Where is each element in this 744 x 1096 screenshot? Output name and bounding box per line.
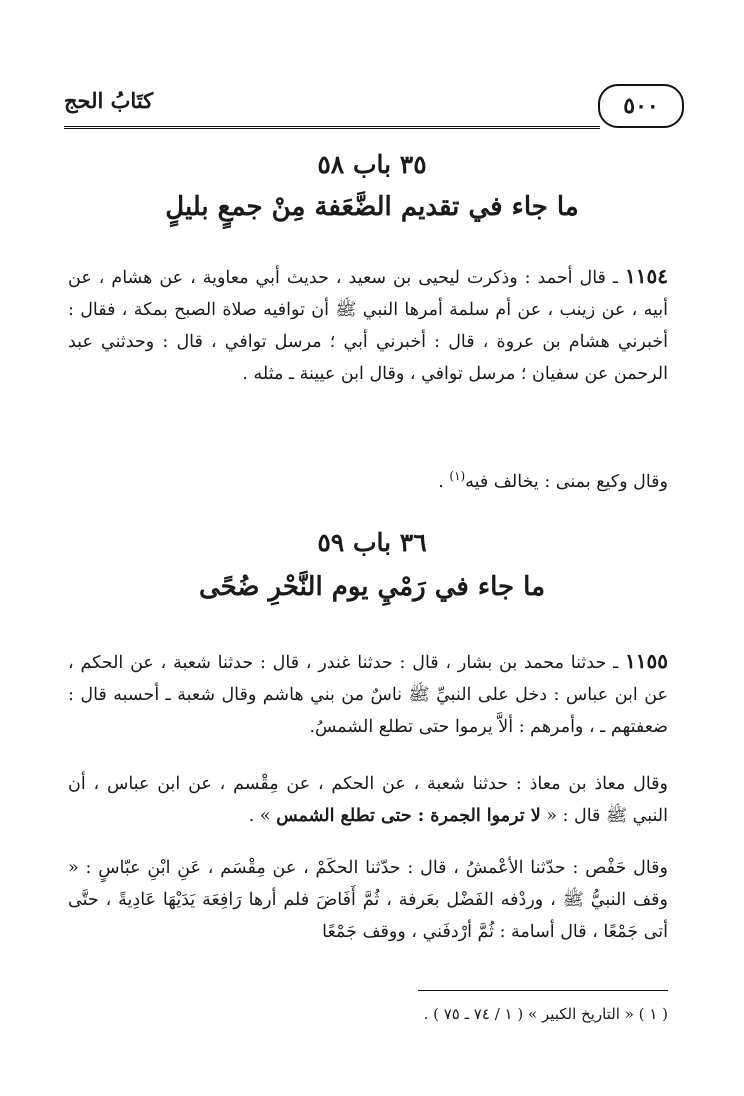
hadith-text: ـ قال أحمد : وذكرت ليحيى بن سعيد ، حديث أبي معاوية ، عن هشام ، عن أبيه ، عن زينب ، عن أم سلمة أمرها النبي ﷺ أن توافيه صلاة الصبح بمكة ، فقال : أخبرني هشام بن عروة ، قال : أخبرني أبي ؛ مرسل توافي ، قال : وحدثني عبد الرحمن عن سفيان ؛ مرسل توافي ، وقال ابن عيينة ـ مثله . <box>68 268 668 384</box>
paragraph-muadh <box>68 768 668 832</box>
chapter-35-number: ٣٥ باب ٥٨ <box>317 150 427 179</box>
page-header <box>64 84 680 134</box>
hadith-number: ١١٥٤ <box>625 264 668 288</box>
page-number: ٥٠٠ <box>598 84 684 128</box>
hadith-1154 <box>68 260 668 390</box>
paragraph-waki <box>68 460 668 498</box>
chapter-36-number: ٣٦ باب ٥٩ <box>317 528 427 557</box>
chapter-35-title: ما جاء في تقديم الضَّعَفة مِنْ جمعٍ بليلٍ <box>165 192 579 222</box>
footnote-reference: (١) <box>449 469 466 483</box>
footnote-divider <box>418 990 668 991</box>
book-title: كتَابُ الحج <box>64 88 154 113</box>
hadith-1155 <box>68 645 668 743</box>
bold-quote: لا ترموا الجمرة : حتى تطلع الشمس <box>276 806 541 826</box>
paragraph-end: » . <box>248 806 277 826</box>
chapter-36-title: ما جاء في رَمْيِ يوم النَّحْرِ ضُحًى <box>198 572 546 602</box>
header-divider <box>64 126 600 129</box>
paragraph-end: . <box>438 471 450 492</box>
paragraph-text: وقال وكيع بمنى : يخالف فيه <box>465 471 668 492</box>
paragraph-hafs <box>68 852 668 948</box>
paragraph-text: وقال معاذ بن معاذ : حدثنا شعبة ، عن الحكم ، عن مِقْسم ، عن ابن عباس ، أن النبي ﷺ قال : « <box>68 774 668 826</box>
paragraph-text: وقال حَفْص : حدّثنا الأعْمشُ ، قال : حدّثنا الحكَمْ ، عن مِقْسَم ، عَنِ ابْنِ عبّاسٍ : « وقف النبيُّ ﷺ ، وردْفه الفَضْل بعَرفة ، ثُمَّ أَفَاضَ فلم أرها رَافِعَة يَدَيْهَا عَادِيةً ، حتَّى أتى جَمْعًا ، قال أسامة : ثُمَّ أرْدفَني ، ووقف جَمْعًا <box>68 858 668 942</box>
hadith-number: ١١٥٥ <box>625 649 668 673</box>
footnote-1: ( ١ ) « التاريخ الكبير » ( ١ / ٧٤ ـ ٧٥ ) . <box>423 1005 668 1023</box>
hadith-text: ـ حدثنا محمد بن بشار ، قال : حدثنا غندر ، قال : حدثنا شعبة ، عن الحكم ، عن ابن عباس : دخل على النبيِّ ﷺ ناسٌ من بني هاشم وقال شعبة ـ أحسبه قال : ضعفتهم ـ ، وأمرهم : ألاَّ يرموا حتى تطلع الشمسُ. <box>68 653 668 737</box>
